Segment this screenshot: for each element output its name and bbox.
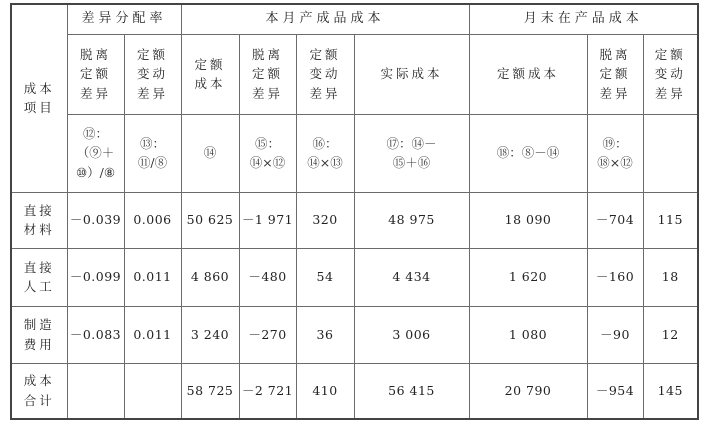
table-row	[11, 306, 698, 363]
formula-rate-deviation: ⑫： （⑨＋ ⑩）/⑧	[67, 114, 124, 192]
cell-finished-change: 54	[296, 248, 354, 306]
formula-wip-change	[643, 114, 698, 192]
header-finished-quota: 定额 成本	[181, 34, 239, 114]
cell-rate-deviation	[67, 363, 124, 419]
header-wip-deviation: 脱离 定额 差异	[587, 34, 643, 114]
row-item-label: 直接 人工	[11, 248, 67, 306]
header-wip-quota: 定额成本	[469, 34, 587, 114]
cell-finished-deviation: －270	[239, 306, 296, 363]
table-row	[11, 248, 698, 306]
row-item-label: 直接 材料	[11, 192, 67, 248]
cell-finished-actual: 4 434	[354, 248, 469, 306]
header-rate-change: 定额 变动 差异	[124, 34, 181, 114]
header-finished-actual: 实际成本	[354, 34, 469, 114]
cell-wip-change: 115	[643, 192, 698, 248]
cell-wip-deviation: －160	[587, 248, 643, 306]
cell-wip-deviation: －704	[587, 192, 643, 248]
header-wip-change: 定额 变动 差异	[643, 34, 698, 114]
cell-finished-actual: 3 006	[354, 306, 469, 363]
cell-wip-change: 145	[643, 363, 698, 419]
cell-finished-quota: 3 240	[181, 306, 239, 363]
cell-finished-quota: 58 725	[181, 363, 239, 419]
cell-wip-quota: 1 620	[469, 248, 587, 306]
cell-wip-quota: 20 790	[469, 363, 587, 419]
cell-wip-quota: 1 080	[469, 306, 587, 363]
table-row-total	[11, 363, 698, 419]
cell-finished-deviation: －2 721	[239, 363, 296, 419]
cell-finished-change: 320	[296, 192, 354, 248]
cell-wip-change: 18	[643, 248, 698, 306]
formula-finished-deviation: ⑮： ⑭×⑫	[239, 114, 296, 192]
header-row-columns	[11, 34, 698, 114]
cell-finished-quota: 4 860	[181, 248, 239, 306]
header-group-finished: 本月产成品成本	[181, 4, 469, 34]
formula-finished-change: ⑯： ⑭×⑬	[296, 114, 354, 192]
formula-wip-quota: ⑱：⑧－⑭	[469, 114, 587, 192]
row-item-label: 成本 合计	[11, 363, 67, 419]
formula-finished-quota: ⑭	[181, 114, 239, 192]
cell-rate-change: 0.011	[124, 306, 181, 363]
cell-finished-deviation: －480	[239, 248, 296, 306]
cell-wip-change: 12	[643, 306, 698, 363]
cell-wip-deviation: －90	[587, 306, 643, 363]
header-finished-change: 定额 变动 差异	[296, 34, 354, 114]
formula-finished-actual: ⑰：⑭－ ⑮＋⑯	[354, 114, 469, 192]
cell-rate-deviation: －0.039	[67, 192, 124, 248]
formula-row	[11, 114, 698, 192]
cell-rate-change: 0.011	[124, 248, 181, 306]
header-group-wip: 月末在产品成本	[469, 4, 698, 34]
header-rate-deviation: 脱离 定额 差异	[67, 34, 124, 114]
cell-rate-deviation: －0.083	[67, 306, 124, 363]
cell-rate-change	[124, 363, 181, 419]
table-row	[11, 192, 698, 248]
cost-allocation-table	[10, 3, 699, 420]
row-item-label: 制造 费用	[11, 306, 67, 363]
cell-finished-change: 36	[296, 306, 354, 363]
cell-finished-change: 410	[296, 363, 354, 419]
cell-finished-actual: 48 975	[354, 192, 469, 248]
header-finished-deviation: 脱离 定额 差异	[239, 34, 296, 114]
cell-rate-deviation: －0.099	[67, 248, 124, 306]
header-cost-item: 成本 项目	[11, 4, 67, 192]
cell-wip-quota: 18 090	[469, 192, 587, 248]
formula-wip-deviation: ⑲： ⑱×⑫	[587, 114, 643, 192]
header-group-rate: 差异分配率	[67, 4, 181, 34]
cell-finished-actual: 56 415	[354, 363, 469, 419]
formula-rate-change: ⑬： ⑪/⑧	[124, 114, 181, 192]
header-row-groups	[11, 4, 698, 34]
cell-rate-change: 0.006	[124, 192, 181, 248]
cell-finished-quota: 50 625	[181, 192, 239, 248]
cell-wip-deviation: －954	[587, 363, 643, 419]
cell-finished-deviation: －1 971	[239, 192, 296, 248]
